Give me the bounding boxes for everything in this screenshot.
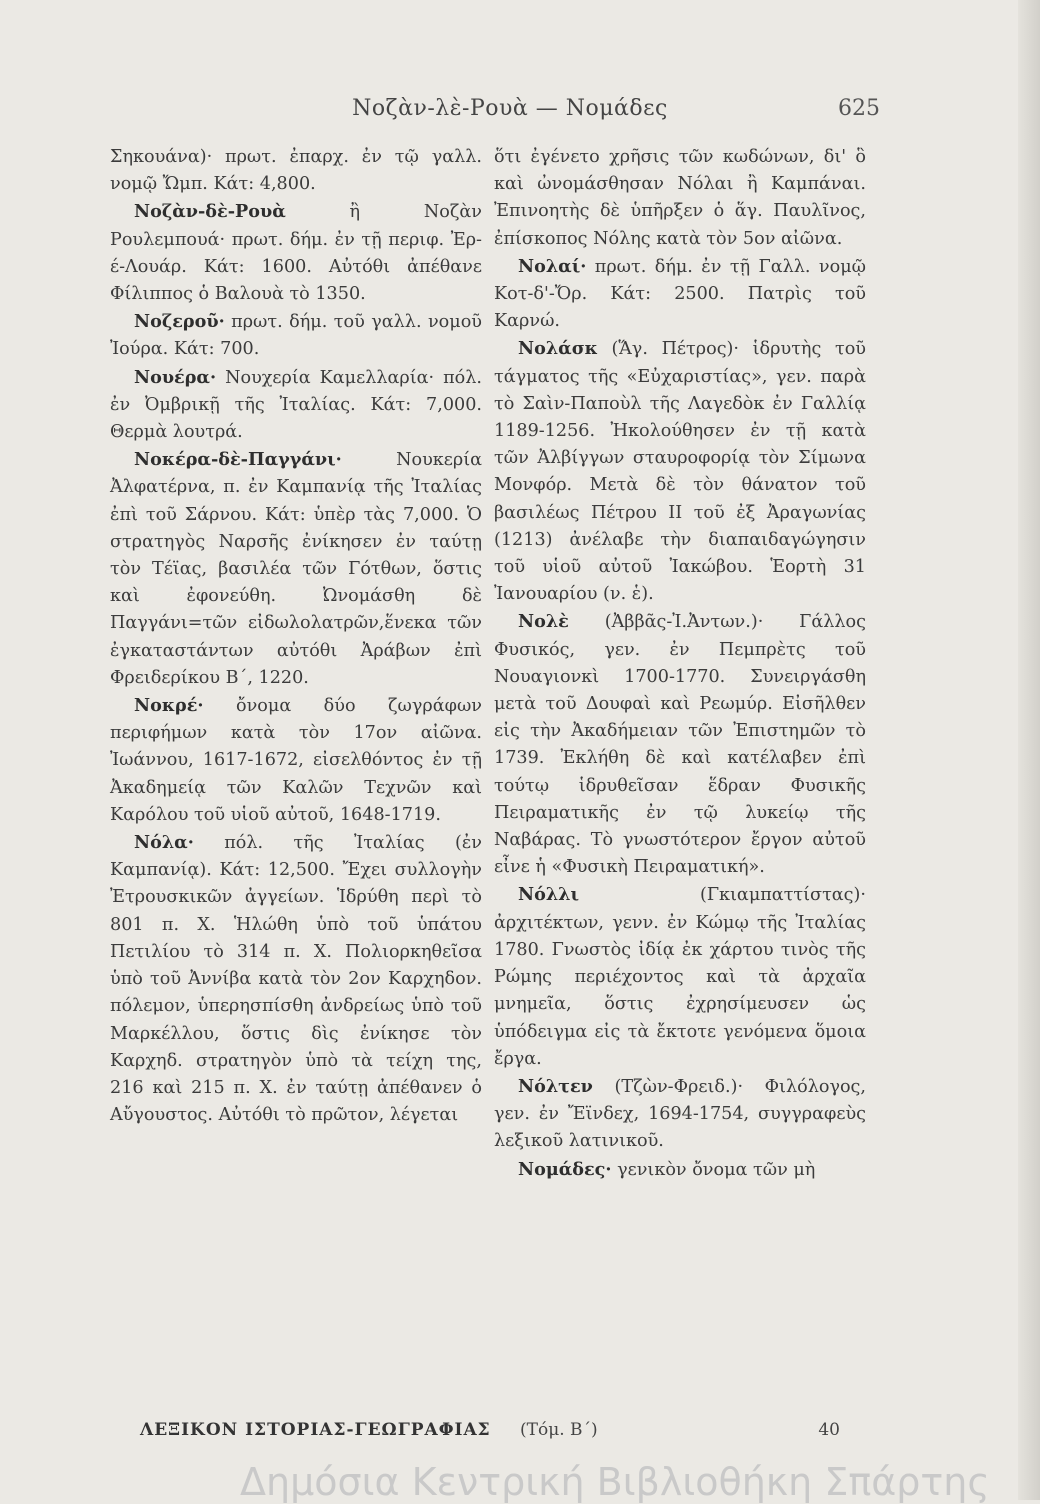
entry-headword: Νόλα· (134, 832, 194, 854)
dictionary-entry (110, 198, 482, 308)
page-edge (1018, 0, 1040, 1500)
entry-headword: Νολαί· (518, 255, 587, 277)
entry-headword: Νοζεροῦ· (134, 311, 225, 333)
dictionary-entry (494, 608, 866, 881)
left-column (110, 144, 482, 1129)
dictionary-entry (494, 1073, 866, 1156)
entry-text: Σηκουάνα)· πρωτ. ἐπαρχ. ἐν τῷ γαλλ. νομῷ Ὤμπ. Κάτ: 4,800. (110, 147, 482, 195)
entry-text: (Ἀββᾶς-Ἰ.Ἀντων.)· Γάλλος Φυσικός, γεν. ἐν Πεμπρὲτς τοῦ Νουαγιονκὶ 1700-1770. Συνειργάσθη μετὰ τοῦ Δουφαὶ καὶ Ρεωμύρ. Εἰσῆλθεν εἰς τὴν Ἀκαδήμειαν τῶν Ἐπιστημῶν τὸ 1739. Ἐκλήθη δὲ καὶ κατέλαβεν ἐπὶ τούτῳ ἱδρυθεῖσαν ἕδραν Φυσικῆς Πειραματικῆς ἐν τῷ λυκείῳ τῆς Ναβάρας. Τὸ γνωστότερον ἔργον αὐτοῦ εἶνε ἡ «Φυσικὴ Πειραματική». (494, 612, 866, 878)
entry-headword: Νουέρα· (134, 366, 217, 388)
entry-text: Νουχερία Καμελλαρία· πόλ. ἐν Ὀμβρικῇ τῆς Ἰταλίας. Κάτ: 7,000. Θερμὰ λουτρά. (110, 367, 482, 443)
dictionary-entry (494, 144, 866, 253)
entry-headword: Νοκρέ· (134, 695, 204, 717)
entry-text: (Γκιαμπαττίστας)· ἀρχιτέκτων, γενν. ἐν Κώμῳ τῆς Ἰταλίας 1780. Γνωστὸς ἰδίᾳ ἐκ χάρτου τινὸς τῆς Ρώμης περιέχοντος καὶ τὰ ἀρχαῖα μνημεῖα, ὅστις ἐχρησίμευσεν ὡς ὑπόδειγμα εἰς τὰ ἔκτοτε γενόμενα ὅμοια ἔργα. (494, 885, 866, 1069)
entry-headword: Νοζὰν-δὲ-Ρουὰ (134, 201, 286, 223)
dictionary-entry (494, 1156, 866, 1184)
dictionary-entry (110, 446, 482, 692)
footer-volume: (Τόμ. Β΄) (520, 1420, 598, 1440)
entry-text: (Ἅγ. Πέτρος)· ἱδρυτὴς τοῦ τάγματος τῆς «Εὐχαριστίας», γεν. παρὰ τὸ Σαὶν-Παποὺλ τῆς Λαγεδὸκ ἐν Γαλλίᾳ 1189-1256. Ἠκολούθησεν ἐν τῇ κατὰ τῶν Ἀλβίγγων σταυροφορίᾳ τὸν Σίμωνα Μονφόρ. Μετὰ δὲ τὸν θάνατον τοῦ βασιλέως Πέτρου ΙΙ τοῦ ἐξ Ἀραγωνίας (1213) ἀνέλαβε τὴν διαπαιδαγώγησιν τοῦ υἱοῦ αὐτοῦ Ἰακώβου. Ἑορτὴ 31 Ἰανουαρίου (ν. ἑ). (494, 339, 866, 605)
page-footer (140, 1420, 880, 1450)
entry-headword: Νομάδες· (518, 1158, 612, 1180)
dictionary-entry (110, 144, 482, 198)
entry-text: Νουκερία Ἀλφατέρνα, π. ἐν Καμπανίᾳ τῆς Ἰταλίας ἐπὶ τοῦ Σάρνου. Κάτ: ὑπὲρ τὰς 7,000. Ὁ στρατηγὸς Ναρσῆς ἐνίκησεν ἐν ταύτῃ τὸν Τέϊας, βασιλέα τῶν Γότθων, ὅστις καὶ ἐφονεύθη. Ὠνομάσθη δὲ Παγγάνι=τῶν εἰδωλολατρῶν,ἕνεκα τῶν ἐγκαταστάντων αὐτόθι Ἀράβων ἐπὶ Φρειδερίκου Β΄, 1220. (110, 450, 482, 688)
entry-headword: Νόλλι (518, 884, 580, 906)
dictionary-entry (110, 364, 482, 447)
dictionary-entry (110, 308, 482, 363)
entry-text: ὄνομα δύο ζωγράφων περιφήμων κατὰ τὸν 17ον αἰῶνα. Ἰωάννου, 1617-1672, εἰσελθόντος ἐν τῇ Ἀκαδημείᾳ τῶν Καλῶν Τεχνῶν καὶ Καρόλου τοῦ υἱοῦ αὐτοῦ, 1648-1719. (110, 696, 482, 825)
dictionary-entry (494, 881, 866, 1072)
footer-signature-number: 40 (818, 1420, 840, 1440)
entry-text: πρωτ. δήμ. τοῦ γαλλ. νομοῦ Ἰούρα. Κάτ: 700. (110, 312, 482, 360)
right-column (494, 144, 866, 1184)
entry-text: ὅτι ἐγένετο χρῆσις τῶν κωδώνων, δι' ὃ καὶ ὠνομάσθησαν Νόλαι ἢ Καμπάναι. Ἐπινοητὴς δὲ ὑπῆρξεν ὁ ἅγ. Παυλῖνος, ἐπίσκοπος Νόλης κατὰ τὸν 5ον αἰῶνα. (494, 147, 866, 249)
entry-text: ἢ Νοζὰν Ρουλεμπουά· πρωτ. δήμ. ἐν τῇ περιφ. Ἐρ-έ-Λουάρ. Κάτ: 1600. Αὐτόθι ἀπέθανε Φίλιππος ὁ Βαλουὰ τὸ 1350. (110, 202, 482, 305)
entry-headword: Νολὲ (518, 611, 569, 633)
dictionary-entry (494, 253, 866, 336)
dictionary-entry (494, 335, 866, 608)
page-header (140, 96, 880, 132)
entry-headword: Νοκέρα-δὲ-Παγγάνι· (134, 449, 342, 471)
entry-text: πρωτ. δήμ. ἐν τῇ Γαλλ. νομῷ Κοτ-δ'-Ὄρ. Κάτ: 2500. Πατρὶς τοῦ Καρνώ. (494, 256, 866, 332)
entry-headword: Νολάσκ (518, 338, 598, 360)
page-number: 625 (838, 96, 880, 121)
dictionary-entry (110, 829, 482, 1129)
running-title: Νοζὰν-λὲ-Ρουὰ — Νομάδες (352, 96, 668, 121)
entry-text: (Τζὼν-Φρειδ.)· Φιλόλογος, γεν. ἐν Ἔϊνδεχ, 1694-1754, συγγραφεὺς λεξικοῦ λατινικοῦ. (494, 1076, 866, 1152)
entry-headword: Νόλτεν (518, 1075, 593, 1097)
library-watermark: Δημόσια Κεντρική Βιβλιοθήκη Σπάρτης (240, 1460, 990, 1504)
dictionary-entry (110, 692, 482, 829)
entry-text: πόλ. τῆς Ἰταλίας (ἐν Καμπανίᾳ). Κάτ: 12,500. Ἔχει συλλογὴν Ἐτρουσκικῶν ἀγγείων. Ἱδρύθη περὶ τὸ 801 π. Χ. Ἡλώθη ὑπὸ τοῦ ὑπάτου Πετιλίου τὸ 314 π. Χ. Πολιορκηθεῖσα ὑπὸ τοῦ Ἀννίβα κατὰ τὸν 2ον Καρχηδον. πόλεμον, ὑπερησπίσθη ἀνδρείως ὑπὸ τοῦ Μαρκέλλου, ὅστις δὶς ἐνίκησε τὸν Καρχηδ. στρατηγὸν ὑπὸ τὰ τείχη της, 216 καὶ 215 π. Χ. ἐν ταύτῃ ἀπέθανεν ὁ Αὔγουστος. Αὐτόθι τὸ πρῶτον, λέγεται (110, 833, 482, 1126)
footer-book-title: ΛΕΞΙΚΟΝ ΙΣΤΟΡΙΑΣ-ΓΕΩΓΡΑΦΙΑΣ (140, 1420, 491, 1440)
entry-text: γενικὸν ὄνομα τῶν μὴ (611, 1159, 816, 1180)
